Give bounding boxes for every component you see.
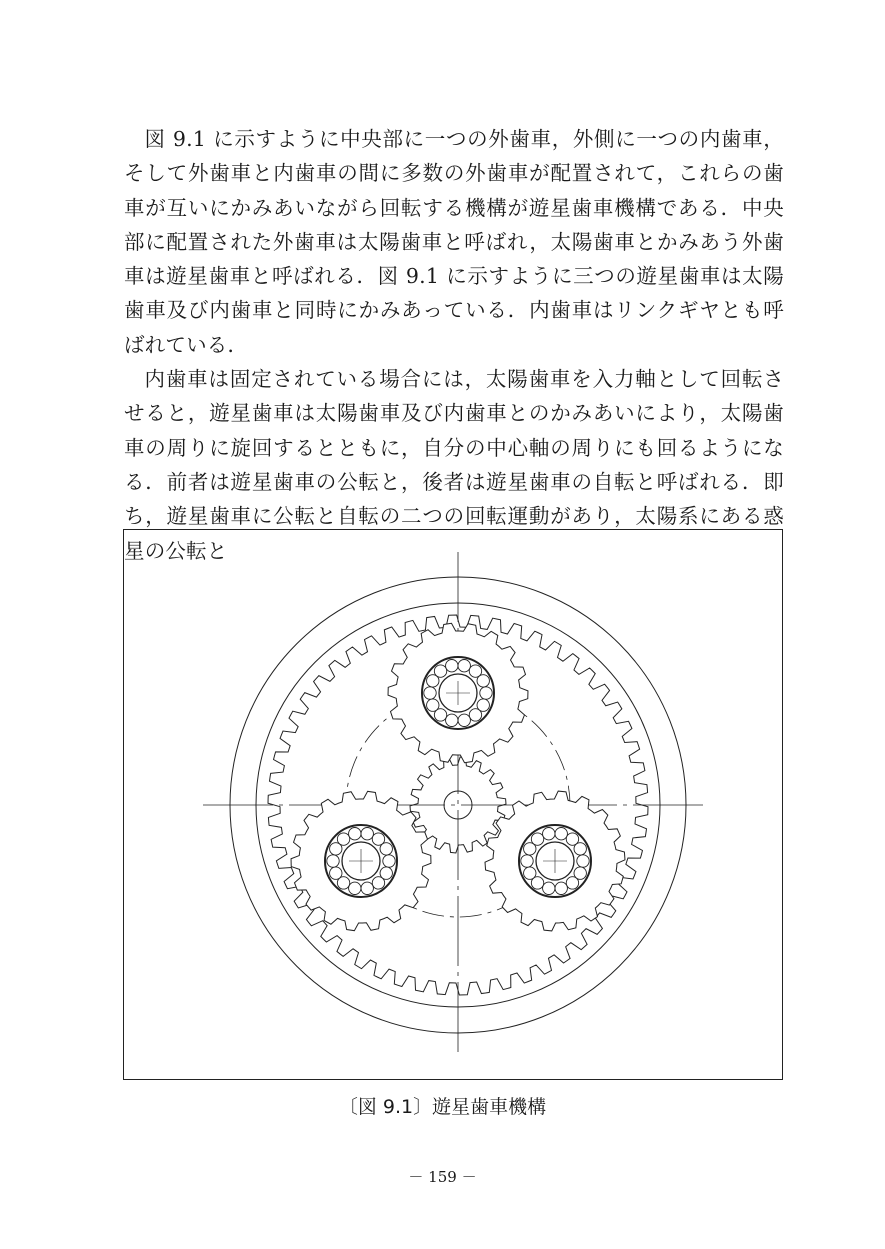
bearing-ball	[574, 843, 586, 855]
bearing-ball	[361, 882, 373, 894]
bearing-ball	[349, 882, 361, 894]
bearing-ball	[383, 855, 395, 867]
bearing-ball	[361, 828, 373, 840]
bearing-ball	[330, 867, 342, 879]
body-text	[124, 122, 784, 568]
figure-caption: 〔図 9.1〕遊星歯車機構	[338, 1096, 547, 1118]
bearing-ball	[458, 660, 470, 672]
planetary-gear-diagram	[124, 530, 784, 1081]
bearing-ball	[434, 665, 446, 677]
bearing-ball	[555, 828, 567, 840]
bearing-ball	[427, 699, 439, 711]
bearing-ball	[372, 877, 384, 889]
bearing-ball	[446, 660, 458, 672]
bearing-ball	[543, 882, 555, 894]
bearing-ball	[566, 877, 578, 889]
figure-frame	[123, 529, 783, 1080]
bearing-ball	[524, 867, 536, 879]
bearing-ball	[531, 833, 543, 845]
bearing-ball	[469, 709, 481, 721]
page-number: － 159 －	[408, 1168, 477, 1186]
bearing-ball	[543, 828, 555, 840]
paragraph-1: 図 9.1 に示すように中央部に一つの外歯車，外側に一つの内歯車，そして外歯車と内歯車の間に多数の外歯車が配置されて，これらの歯車が互いにかみあいながら回転する機構が遊星歯車機構である．中央部に配置された外歯車は太陽歯車と呼ばれ，太陽歯車とかみあう外歯車は遊星歯車と呼ばれる．図 9.1 に示すように三つの遊星歯車は太陽歯車及び内歯車と同時にかみあっている．内歯車はリンクギヤとも呼ばれている．	[124, 127, 784, 357]
bearing-ball	[446, 714, 458, 726]
bearing-ball	[458, 714, 470, 726]
bearing-ball	[349, 828, 361, 840]
paragraph-2: 内歯車は固定されている場合には，太陽歯車を入力軸として回転させると，遊星歯車は太陽歯車及び内歯車とのかみあいにより，太陽歯車の周りに旋回するとともに，自分の中心軸の周りにも回るようになる．前者は遊星歯車の公転と，後者は遊星歯車の自転と呼ばれる．即ち，遊星歯車に公転と自転の二つの回転運動があり，太陽系にある惑星の公転と	[124, 367, 784, 563]
bearing-ball	[380, 843, 392, 855]
bearing-ball	[337, 833, 349, 845]
bearing-ball	[480, 687, 492, 699]
bearing-ball	[327, 855, 339, 867]
bearing-ball	[521, 855, 533, 867]
bearing-ball	[424, 687, 436, 699]
bearing-ball	[477, 675, 489, 687]
bearing-ball	[555, 882, 567, 894]
centerlines	[203, 552, 708, 1058]
bearing-ball	[577, 855, 589, 867]
